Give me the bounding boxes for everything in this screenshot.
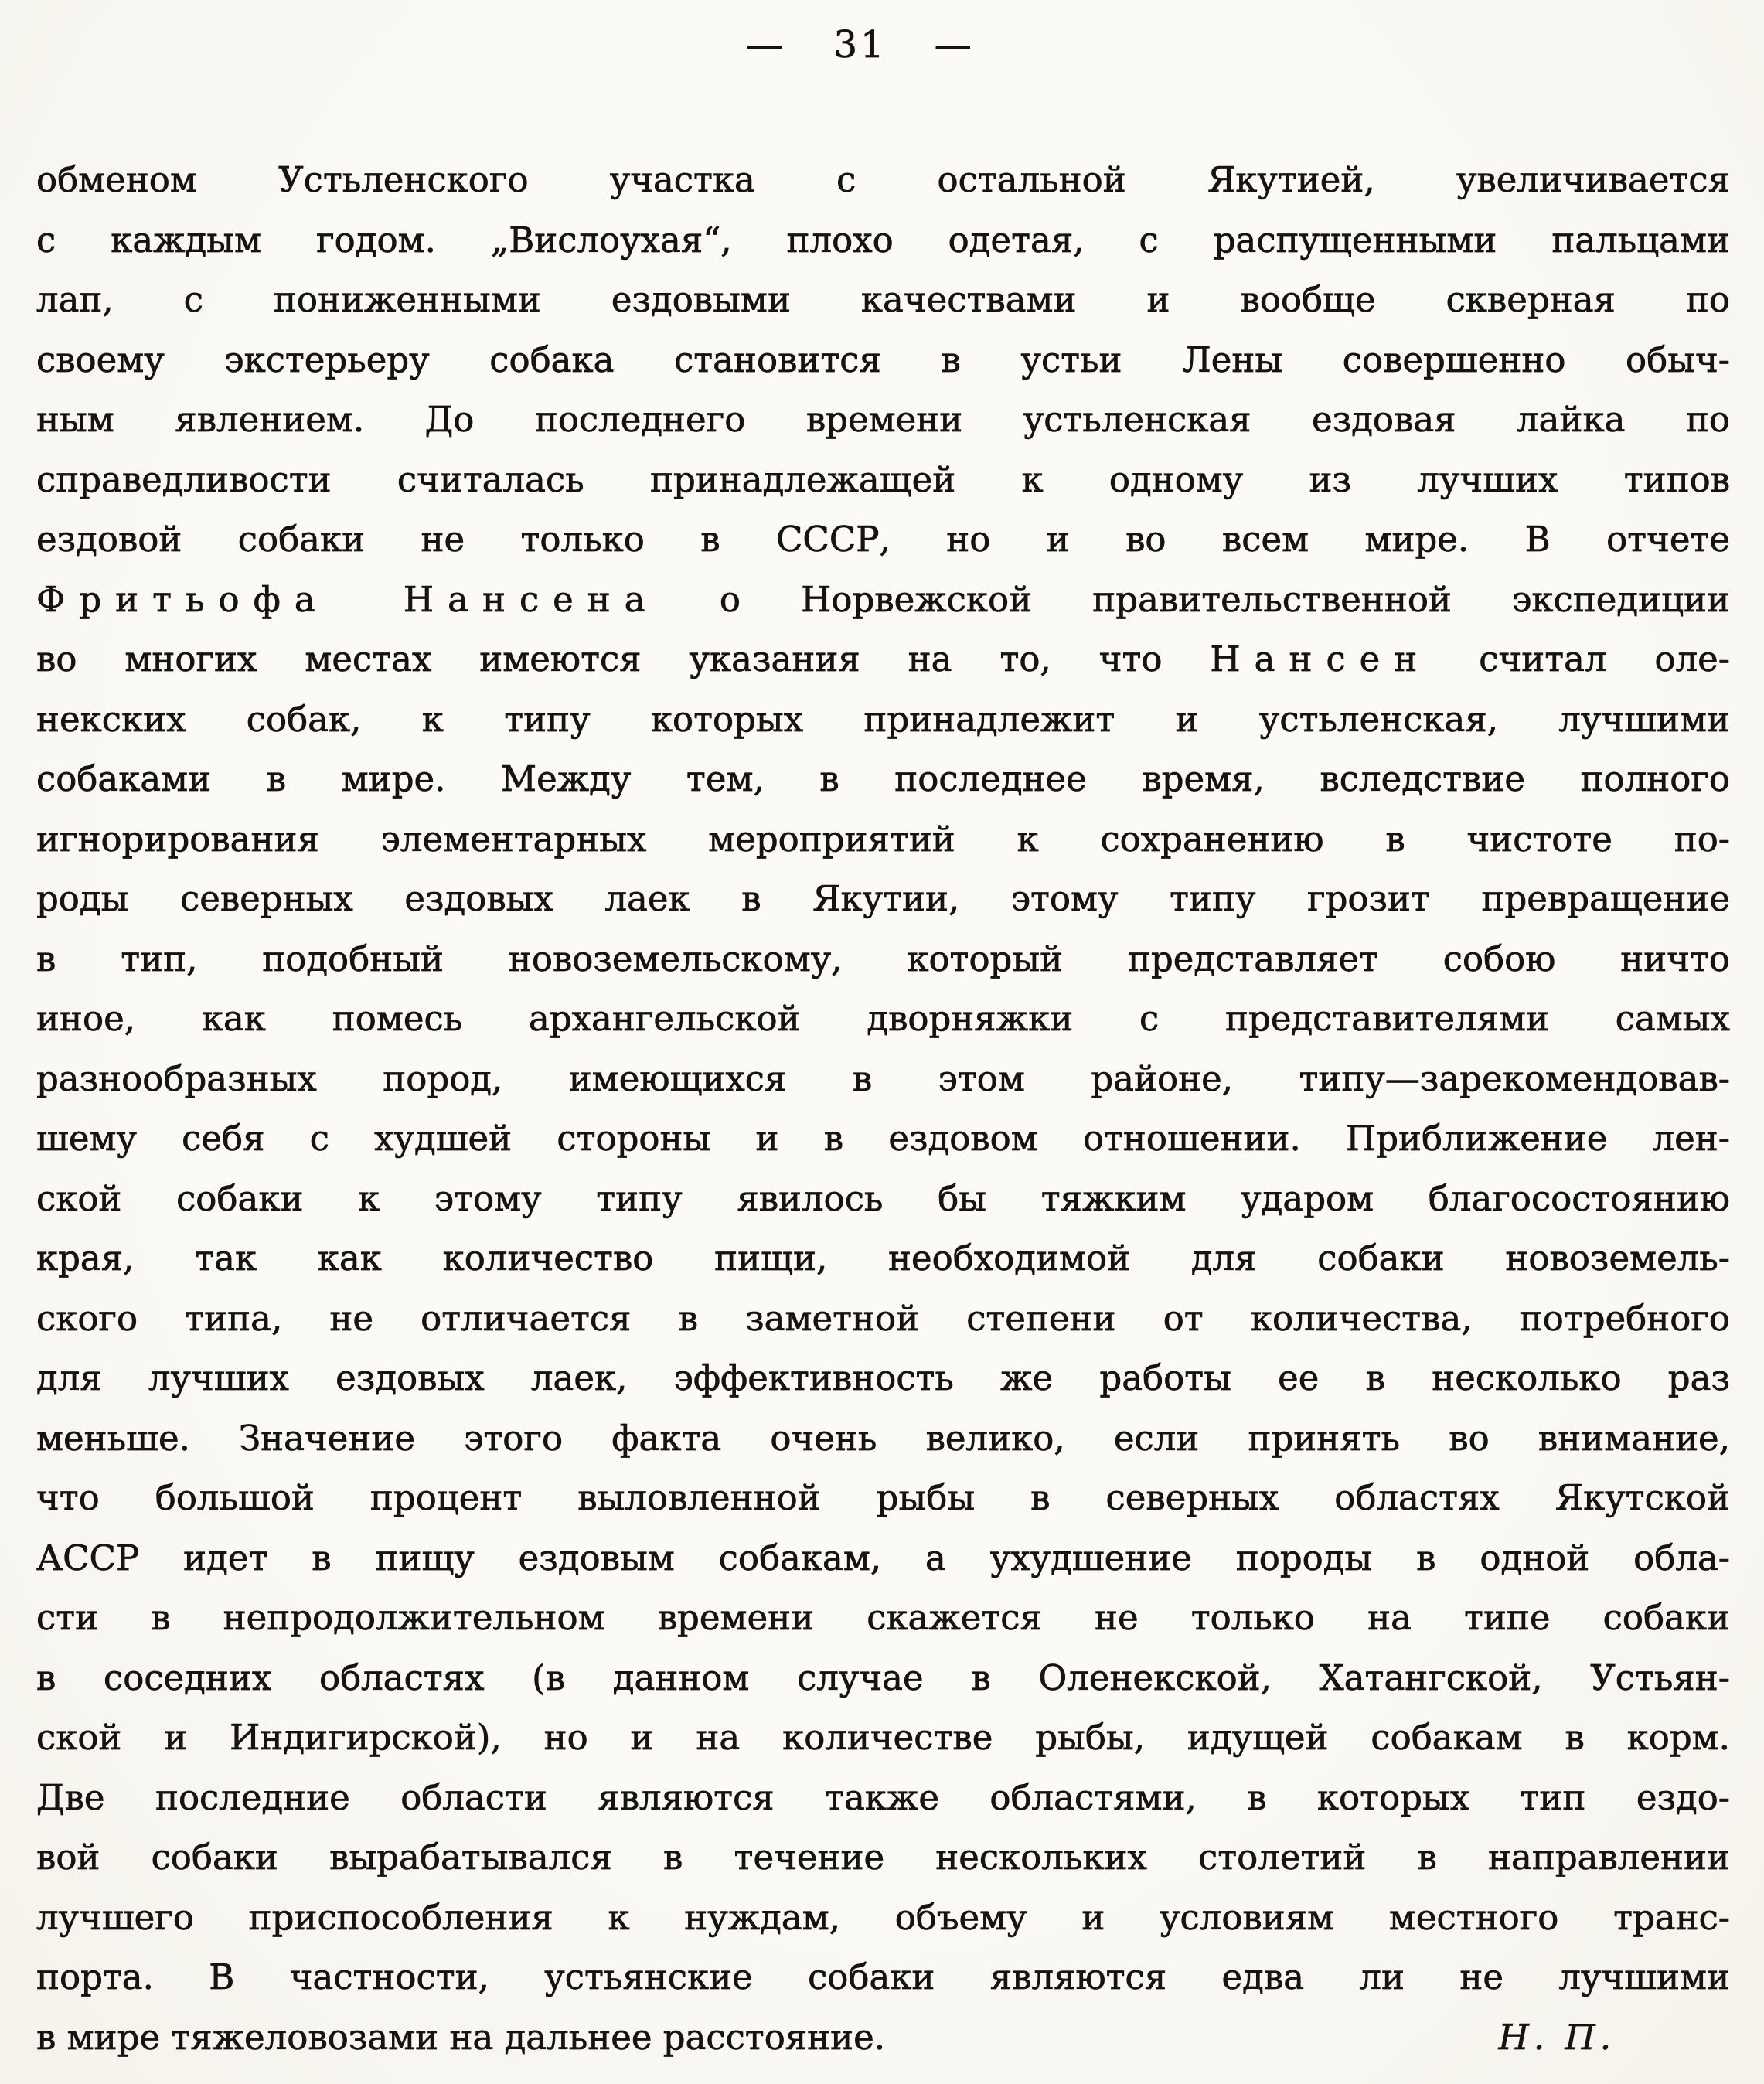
text-line (36, 1768, 1730, 1828)
text-segment: в мире тяжеловозами на дальнее расстояние. (36, 2016, 886, 2058)
text-line (36, 629, 1730, 690)
text-line (36, 1827, 1730, 1888)
page-number: — 31 — (746, 23, 975, 66)
text-line (36, 809, 1730, 870)
text-line (36, 390, 1730, 450)
text-segment: что большой процент выловленной рыбы в северных областях Якутской (36, 1477, 1730, 1518)
text-segment: Две последние области являются также областями, в которых тип ездо- (36, 1776, 1730, 1818)
text-segment: шему себя с худшей стороны и в ездовом отношении. Приближение лен- (36, 1118, 1730, 1159)
text-line (36, 1468, 1730, 1528)
text-line (36, 1528, 1730, 1589)
text-segment: в соседних областях (в данном случае в Оленекской, Хатангской, Устьян- (36, 1657, 1730, 1698)
text-segment: лап, с пониженными ездовыми качествами и вообще скверная по (36, 279, 1730, 320)
text-segment: с каждым годом. „Вислоухая“, плохо одетая, с распущенными пальцами (36, 219, 1730, 260)
text-segment: в тип, подобный новоземельскому, который представляет собою ничто (36, 938, 1730, 979)
text-segment: своему экстерьеру собака становится в устьи Лены совершенно обыч- (36, 339, 1730, 380)
text-line (36, 1947, 1730, 2007)
text-segment: ным явлением. До последнего времени устьленская ездовая лайка по (36, 399, 1730, 440)
text-segment: лучшего приспособления к нуждам, объему и условиям местного транс- (36, 1896, 1730, 1938)
text-line (36, 1228, 1730, 1289)
text-line (36, 1648, 1730, 1708)
text-line (36, 210, 1730, 271)
text-segment: ского типа, не отличается в заметной степени от количества, потребного (36, 1297, 1730, 1339)
text-line (36, 1708, 1730, 1768)
text-line (36, 1049, 1730, 1109)
author-initials: Н. П. (1498, 2016, 1616, 2058)
text-line (36, 150, 1730, 210)
text-segment: порта. В частности, устьянские собаки являются едва ли не лучшими (36, 1956, 1730, 1997)
text-line (36, 1588, 1730, 1648)
text-line (36, 450, 1730, 510)
text-segment: для лучших ездовых лаек, эффективность же работы ее в несколько раз (36, 1357, 1730, 1398)
text-line (36, 869, 1730, 929)
text-segment: собаками в мире. Между тем, в последнее время, вследствие полного (36, 758, 1730, 799)
text-segment: обменом Устьленского участка с остальной Якутией, увеличивается (36, 159, 1730, 200)
text-line-content (36, 2007, 885, 2068)
text-line (36, 690, 1730, 750)
text-segment: во многих местах имеются указания на то, что (36, 638, 1163, 679)
text-line (36, 1108, 1730, 1169)
text-segment: игнорирования элементарных мероприятий к сохранению в чистоте по- (36, 818, 1730, 860)
letterspaced-emphasis: Фритьофа Нансена (36, 578, 659, 620)
text-segment: АССР идет в пищу ездовым собакам, а ухудшение породы в одной обла- (36, 1537, 1730, 1578)
text-line (36, 270, 1730, 330)
text-line (36, 989, 1730, 1049)
text-segment: вой собаки вырабатывался в течение нескольких столетий в направлении (36, 1837, 1730, 1878)
text-line (36, 749, 1730, 809)
text-line (36, 1169, 1730, 1229)
text-line (36, 2007, 1730, 2068)
text-segment: края, так как количество пищи, необходимой для собаки новоземель- (36, 1238, 1730, 1279)
text-segment: ской и Индигирской), но и на количестве рыбы, идущей собакам в корм. (36, 1717, 1730, 1758)
text-line (36, 1408, 1730, 1469)
text-line (36, 570, 1730, 630)
text-segment: справедливости считалась принадлежащей к одному из лучших типов (36, 458, 1730, 500)
text-line (36, 1888, 1730, 1948)
letterspaced-emphasis: Нансен (1210, 638, 1432, 679)
text-segment: считал оле- (1479, 638, 1730, 679)
text-segment: о Норвежской правительственной экспедиции (719, 578, 1730, 620)
text-line (36, 509, 1730, 570)
text-line (36, 1348, 1730, 1408)
text-segment: сти в непродолжительном времени скажется не только на типе собаки (36, 1597, 1730, 1638)
text-line (36, 330, 1730, 390)
text-segment: ездовой собаки не только в СССР, но и во всем мире. В отчете (36, 519, 1730, 560)
text-segment: меньше. Значение этого факта очень велико, если принять во внимание, (36, 1417, 1730, 1459)
text-segment: разнообразных пород, имеющихся в этом районе, типу—зарекомендовав- (36, 1057, 1730, 1099)
text-line (36, 929, 1730, 989)
text-segment: иное, как помесь архангельской дворняжки с представителями самых (36, 998, 1730, 1039)
text-line (36, 1289, 1730, 1349)
body-text (36, 150, 1730, 2067)
text-segment: некских собак, к типу которых принадлежит и устьленская, лучшими (36, 698, 1730, 740)
text-segment: ской собаки к этому типу явилось бы тяжким ударом благосостоянию (36, 1177, 1730, 1219)
text-segment: роды северных ездовых лаек в Якутии, этому типу грозит превращение (36, 878, 1730, 919)
